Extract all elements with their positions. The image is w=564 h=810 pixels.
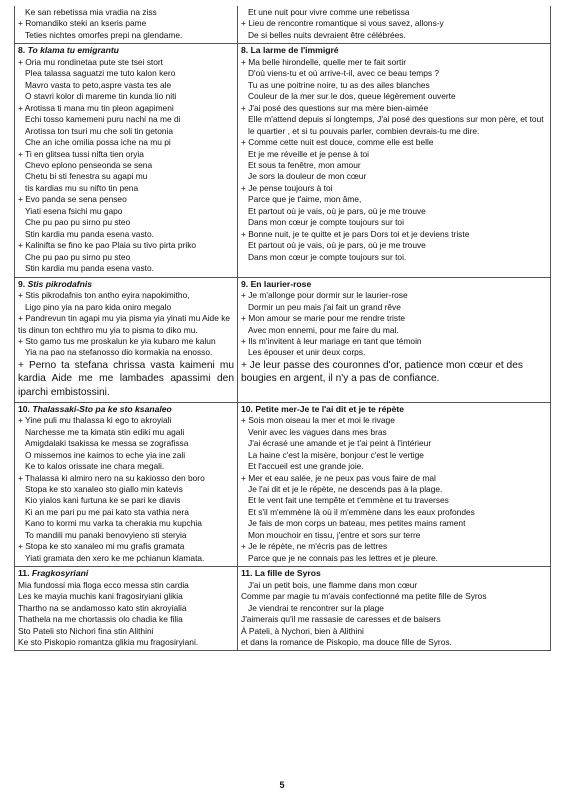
song-number: 10.: [241, 403, 253, 414]
song-section: [15, 277, 551, 402]
greek-column: [15, 6, 238, 44]
lyric-line: + Lieu de rencontre romantique si vous savez, allons-y: [241, 18, 444, 29]
lyric-line: + Kalinifta se fino ke pao Plaia su tivo pirta priko: [18, 240, 197, 251]
french-column: [238, 567, 551, 651]
lyric-line: Sto Pateli sto Nichori fina stin Alithini: [18, 625, 154, 636]
lyric-line: + Je pense toujours à toi: [241, 182, 333, 193]
lyric-line: + Ti en glitsea tussi nifta tien oryia: [18, 148, 144, 159]
lyric-line: Tu as une poitrine noire, tu as des ailes blanches: [248, 79, 430, 90]
lyric-line: Che an iche omilia possa iche na mu pi: [25, 137, 171, 148]
lyric-line: Ki an me pari pu me pai kato sta vathia nera: [25, 506, 189, 517]
song-title: En laurier-rose: [250, 278, 312, 289]
lyric-line: Narchesse me ta kimata stin ediki mu agali: [25, 426, 185, 437]
lyric-line: D'où viens-tu et où arrive-t-il, avec ce beau temps ?: [248, 68, 440, 79]
lyric-line: tis kardias mu su nifto tin pena: [25, 182, 139, 193]
greek-column: [15, 402, 238, 566]
french-column: [238, 277, 551, 402]
lyric-line: O missemos ine kaimos to eche yia ine zali: [25, 449, 186, 460]
lyric-line: Kio yialos kani furtuna ke se pari ke diavis: [25, 495, 181, 506]
lyric-line: Mavro vasta to peto,aspre vasta tes ale: [25, 79, 172, 90]
lyric-line: + Oria mu rondinetaa pute ste tsei stort: [18, 56, 164, 67]
lyric-line: Et le vent fait une tempête et t'emmène et tu traverses: [248, 495, 449, 506]
lyric-line: Parce que je t'aime, mon âme,: [248, 194, 362, 205]
lyric-line: + Je le répète, ne m'écris pas de lettres: [241, 541, 388, 552]
song-heading: [241, 45, 547, 57]
song-heading: [18, 45, 234, 57]
french-column: [238, 44, 551, 277]
greek-column: [15, 44, 238, 277]
lyrics-page: [14, 6, 550, 651]
lyrics-table: [14, 6, 551, 651]
lyric-line: Thartho na se andamosso kato stin akroyialia: [18, 602, 187, 613]
lyric-line: J'ai écrasé une amande et je t'ai peint à l'intérieur: [248, 438, 432, 449]
song-title: To klama tu emigrantu: [27, 45, 119, 56]
lyric-line: Che pu pao pu sirno pu steo: [25, 217, 131, 228]
lyric-line: + Mer et eau salée, je ne peux pas vous faire de mal: [241, 472, 436, 483]
lyric-line: Et l'accueil est une grande joie.: [248, 461, 364, 472]
song-number: 9.: [18, 278, 26, 289]
page-number: 5: [279, 780, 285, 790]
song-title: La larme de l'immigré: [250, 45, 339, 56]
lyric-line: Chevo eplono penseonda se sena: [25, 160, 153, 171]
lyric-line: + Je leur passe des couronnes d'or, patience mon cœur et des bougies en argent, il n'y a pas de confiance.: [241, 359, 523, 385]
lyric-line: + Romandiko steki an kseris pame: [18, 18, 147, 29]
lyric-line: Ligo pino yia na paro kida oniro megalo: [25, 301, 172, 312]
lyric-line: + Mon amour se marie pour me rendre triste: [241, 313, 406, 324]
song-number: 11.: [18, 568, 30, 579]
song-title: Stis pikrodafnis: [27, 278, 93, 289]
song-heading: [241, 404, 547, 416]
lyric-line: Amigdalaki tsakissa ke messa se zografissa: [25, 438, 189, 449]
lyrics-table-body: [15, 6, 551, 651]
lyric-line: Kano to kormi mu varka ta cherakia mu kupchia: [25, 518, 202, 529]
song-number: 8.: [18, 45, 26, 56]
lyric-line: Parce que je ne connais pas les lettres et je pleure.: [248, 552, 438, 563]
song-heading: [241, 279, 547, 291]
lyric-line: O stavri kolor di mareme tin kunda lio niti: [25, 91, 177, 102]
lyric-line: + Evo panda se sena penseo: [18, 194, 127, 205]
song-section: [15, 44, 551, 277]
lyric-line: Stopa ke sto xanaleo sto giallo min katevis: [25, 483, 183, 494]
lyric-line: Dans mon cœur je compte toujours sur toi: [248, 217, 404, 228]
lyric-line: Et sous ta fenêtre, mon amour: [248, 160, 361, 171]
lyric-line: Yia na pao na stefanosso dio kormakia na enosso.: [25, 347, 213, 358]
song-heading: [18, 404, 234, 416]
song-title: Thalassaki-Sto pa ke sto ksanaleo: [32, 403, 172, 414]
song-number: 9.: [241, 278, 249, 289]
lyric-line: To mandili mu panaki benovyieno sti steryia: [25, 529, 187, 540]
lyric-line: Che pu pao pu sirno pu steo: [25, 251, 131, 262]
lyric-line: Echi tosso kamemeni puru nachi na me di: [25, 114, 181, 125]
song-continuation-row: [15, 6, 551, 44]
lyric-line: Couleur de la mer sur le dos, queue légèrement ouverte: [248, 91, 456, 102]
lyric-line: De si belles nuits devraient être célébrées.: [248, 29, 406, 40]
song-number: 8.: [241, 45, 249, 56]
lyric-line: Comme par magie tu m'avais confectionné ma petite fille de Syros: [241, 591, 487, 602]
lyric-line: Les ke mayia muchis kani fragosiryiani glikia: [18, 591, 183, 602]
lyric-line: + Je m'allonge pour dormir sur le laurier-rose: [241, 290, 408, 301]
song-title: Petite mer-Je te l'ai dit et je te répète: [255, 403, 405, 414]
lyric-line: Ke sto Piskopio romantza glikia mu fragosiryiani.: [18, 637, 199, 647]
song-title: La fille de Syros: [254, 568, 321, 579]
lyric-line: Et je me réveille et je pense à toi: [248, 148, 370, 159]
lyric-line: Je sors la douleur de mon cœur: [248, 171, 367, 182]
song-section: [15, 402, 551, 566]
lyric-line: Thathela na me chortassis olo chadia ke filia: [18, 614, 183, 625]
greek-column: [15, 277, 238, 402]
french-column: [238, 402, 551, 566]
lyric-line: Arotissa ton tsuri mu che soli tin getonia: [25, 125, 174, 136]
lyric-line: Les épouser et unir deux corps.: [248, 347, 366, 358]
lyric-line: Et une nuit pour vivre comme une rebetissa: [248, 7, 410, 17]
lyric-line: Je l'ai dit et je le répète, ne descends pas à la plage.: [248, 483, 443, 494]
lyric-line: Avec mon ennemi, pour me faire du mal.: [248, 324, 399, 335]
greek-column: [15, 567, 238, 651]
lyric-line: Elle m'attend depuis si longtemps, J'ai posé des questions sur mon père, et tout le quartier , et si tu pouvais parler, combien devrais-tu me dire.: [248, 114, 544, 136]
lyric-line: + Comme cette nuit est douce, comme elle est belle: [241, 137, 434, 148]
lyric-line: J'aimerais qu'il me rassasie de caresses et de baisers: [241, 614, 441, 625]
lyric-line: + Pandrevun tin agapi mu yia pisma yia yinati mu Aide ke tis dinun ton echthro mu yia to pisma to diko mu.: [18, 313, 231, 335]
lyric-line: Et s'il m'emmène là où il m'emmène dans les eaux profondes: [248, 506, 475, 517]
french-column: [238, 6, 551, 44]
lyric-line: Ke san rebetissa mia vradia na ziss: [25, 7, 157, 17]
lyric-line: + Stis pikrodafnis ton antho eyira napokimitho,: [18, 290, 190, 301]
lyric-line: + Sois mon oiseau la mer et moi le rivage: [241, 415, 395, 426]
lyric-line: Stin kardia mu panda esena vasto.: [25, 263, 154, 274]
song-heading: [18, 279, 234, 291]
lyric-line: + Arotissa ti mana mu tin pleon agapimeni: [18, 102, 174, 113]
lyric-line: Teties nichtes omorfes prepi na glendame.: [25, 29, 183, 40]
lyric-line: Je fais de mon corps un bateau, mes petites mains rament: [248, 518, 466, 529]
lyric-line: J'ai un petit bois, une flamme dans mon cœur: [248, 579, 418, 590]
lyric-line: + Ma belle hirondelle, quelle mer te fait sortir: [241, 56, 407, 67]
song-section: [15, 567, 551, 651]
lyric-line: Yiati esena fsichi mu gapo: [25, 205, 123, 216]
lyric-line: Stin kardia mu panda esena vasto.: [25, 228, 154, 239]
lyric-line: À Pateli, à Nychori, bien à Alithini: [241, 625, 364, 636]
lyric-line: Dormir un peu mais j'ai fait un grand rêve: [248, 301, 401, 312]
song-heading: [241, 568, 547, 580]
song-title: Fragkosyriani: [31, 568, 89, 579]
lyric-line: La haine c'est la misère, bonjour c'est le vertige: [248, 449, 424, 460]
lyric-line: + Yine puli mu thalassa ki ego to akroyiali: [18, 415, 172, 426]
lyric-line: Venir avec les vagues dans mes bras: [248, 426, 387, 437]
lyric-line: Plea talassa saguatzi me tuto kalon kero: [25, 68, 176, 79]
lyric-line: Ke to kalos orissate ine chara megali.: [25, 461, 165, 472]
lyric-line: Chetu bi sti fenestra su agapi mu: [25, 171, 148, 182]
lyric-line: + J'ai posé des questions sur ma mère bien-aimée: [241, 102, 429, 113]
song-number: 10.: [18, 403, 30, 414]
song-number: 11.: [241, 568, 253, 579]
lyric-line: + Perno ta stefana chrissa vasta kaimeni mu kardia Aide me me lambades apassimi den iparchi embistossini.: [18, 359, 234, 399]
lyric-line: + Ils m'invitent à leur mariage en tant que témoin: [241, 335, 422, 346]
lyric-line: Dans mon cœur je compte toujours sur toi.: [248, 251, 407, 262]
lyric-line: + Thalassa ki almiro nero na su kakiosso den boro: [18, 472, 205, 483]
song-heading: [18, 568, 234, 580]
lyric-line: et dans la romance de Piskopio, ma douce fille de Syros.: [241, 637, 452, 647]
lyric-line: + Stopa ke sto xanaleo mi mu grafis gramata: [18, 541, 185, 552]
lyric-line: Yiati gramata den xero ke me pchianun klamata.: [25, 552, 205, 563]
lyric-line: + Bonne nuit, je te quitte et je pars Dors toi et je deviens triste: [241, 228, 470, 239]
lyric-line: Mon mouchoir en tissu, j'entre et sors sur terre: [248, 529, 421, 540]
lyric-line: Et partout où je vais, où je pars, où je me trouve: [248, 240, 426, 251]
lyric-line: Je viendrai te rencontrer sur la plage: [248, 602, 384, 613]
lyric-line: + Sto gamo tus me proskalun ke yia kubaro me kalun: [18, 335, 216, 346]
lyric-line: Mia fundossi mia floga ecco messa stin cardia: [18, 579, 189, 590]
lyric-line: Et partout où je vais, où je pars, où je me trouve: [248, 205, 426, 216]
